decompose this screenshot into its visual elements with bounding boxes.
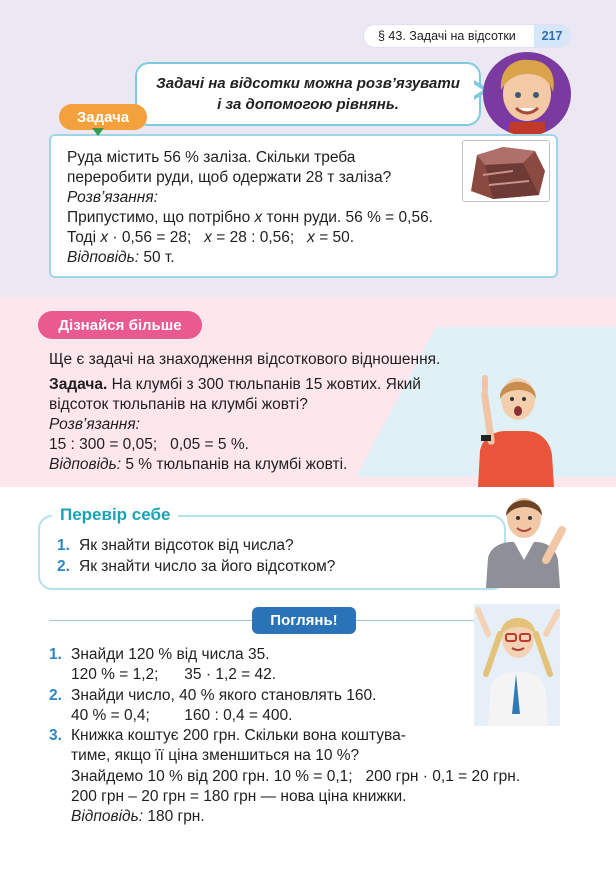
list-item: 1. Знайди 120 % від числа 35. (49, 646, 270, 663)
speech-bubble (135, 62, 481, 126)
check-list (57, 535, 335, 577)
look-tag: Поглянь! (252, 607, 356, 634)
task-tag-tail (92, 128, 104, 136)
section-header (364, 25, 570, 47)
section-title: § 43. Задачі на відсотки (378, 29, 516, 43)
bubble-line-1: Задачі на відсотки можна розв’язувати (156, 75, 460, 92)
list-item: 1. Як знайти відсоток від числа? (57, 537, 294, 554)
learn-solution-label: Розв’язання: (49, 416, 140, 433)
solution-line-1: Припустимо, що потрібно x тонн руди. 56 % = 0,56. (67, 209, 433, 226)
solution-line-2: Тоді x · 0,56 = 28; x = 28 : 0,56; x = 50. (67, 229, 355, 246)
iron-ore-photo-icon (462, 140, 550, 202)
check-yourself-title: Перевір себе (52, 505, 178, 525)
look-answer: Відповідь: 180 грн. (71, 808, 205, 826)
task-line: переробити руди, щоб одержати 28 т заліза? (67, 169, 392, 186)
boy-pointing-icon (480, 490, 566, 588)
page-number: 217 (534, 25, 570, 47)
list-item: 2. Знайди число, 40 % якого становлять 160. (49, 686, 377, 704)
learn-more-text (49, 350, 489, 475)
girl-pointing-up-icon (470, 365, 560, 487)
solution-label: Розв’язання: (67, 189, 158, 206)
task-text (67, 148, 467, 268)
task-line: Руда містить 56 % заліза. Скільки треба (67, 149, 356, 166)
girl-with-glasses-icon (474, 604, 560, 726)
learn-more-tag: Дізнайся більше (38, 311, 202, 339)
learn-answer: Відповідь: 5 % тюльпанів на клумбі жовті. (49, 456, 348, 473)
learn-intro: Ще є задачі на знаходження відсоткового відношення. (49, 351, 441, 368)
boy-portrait-icon (483, 52, 571, 136)
bubble-line-2: і за допомогою рівнянь. (217, 96, 399, 113)
learn-solution: 15 : 300 = 0,05; 0,05 = 5 %. (49, 436, 249, 453)
learn-task-line-1: Задача. На клумбі з 300 тюльпанів 15 жовтих. Який (49, 376, 421, 393)
task-tag: Задача (59, 104, 147, 130)
learn-task-line-2: відсоток тюльпанів на клумбі жовті? (49, 396, 308, 413)
list-item: 3. Книжка коштує 200 грн. Скільки вона коштува- (49, 727, 406, 745)
look-list: 1. Знайди 120 % від числа 35. 120 % = 1,2; 35 · 1,2 = 42. 2. Знайди число, 40 % якого становлять 160. 40 % = 0,4; 160 : 0,4 = 400. 3. Книжка коштує 200 грн. Скільки вона коштува- тиме, якщо її ціна зменшиться на 10 %? Знайдемо 10 % від 200 грн. 10 % = 0,1; 200 грн · 0,1 = 20 грн. 200 грн – 20 грн = 180 грн — нова ціна книжки. Відповідь: 180 грн. (49, 645, 520, 828)
task-answer: Відповідь: 50 т. (67, 249, 175, 266)
list-item: 2. Як знайти число за його відсотком? (57, 558, 336, 575)
